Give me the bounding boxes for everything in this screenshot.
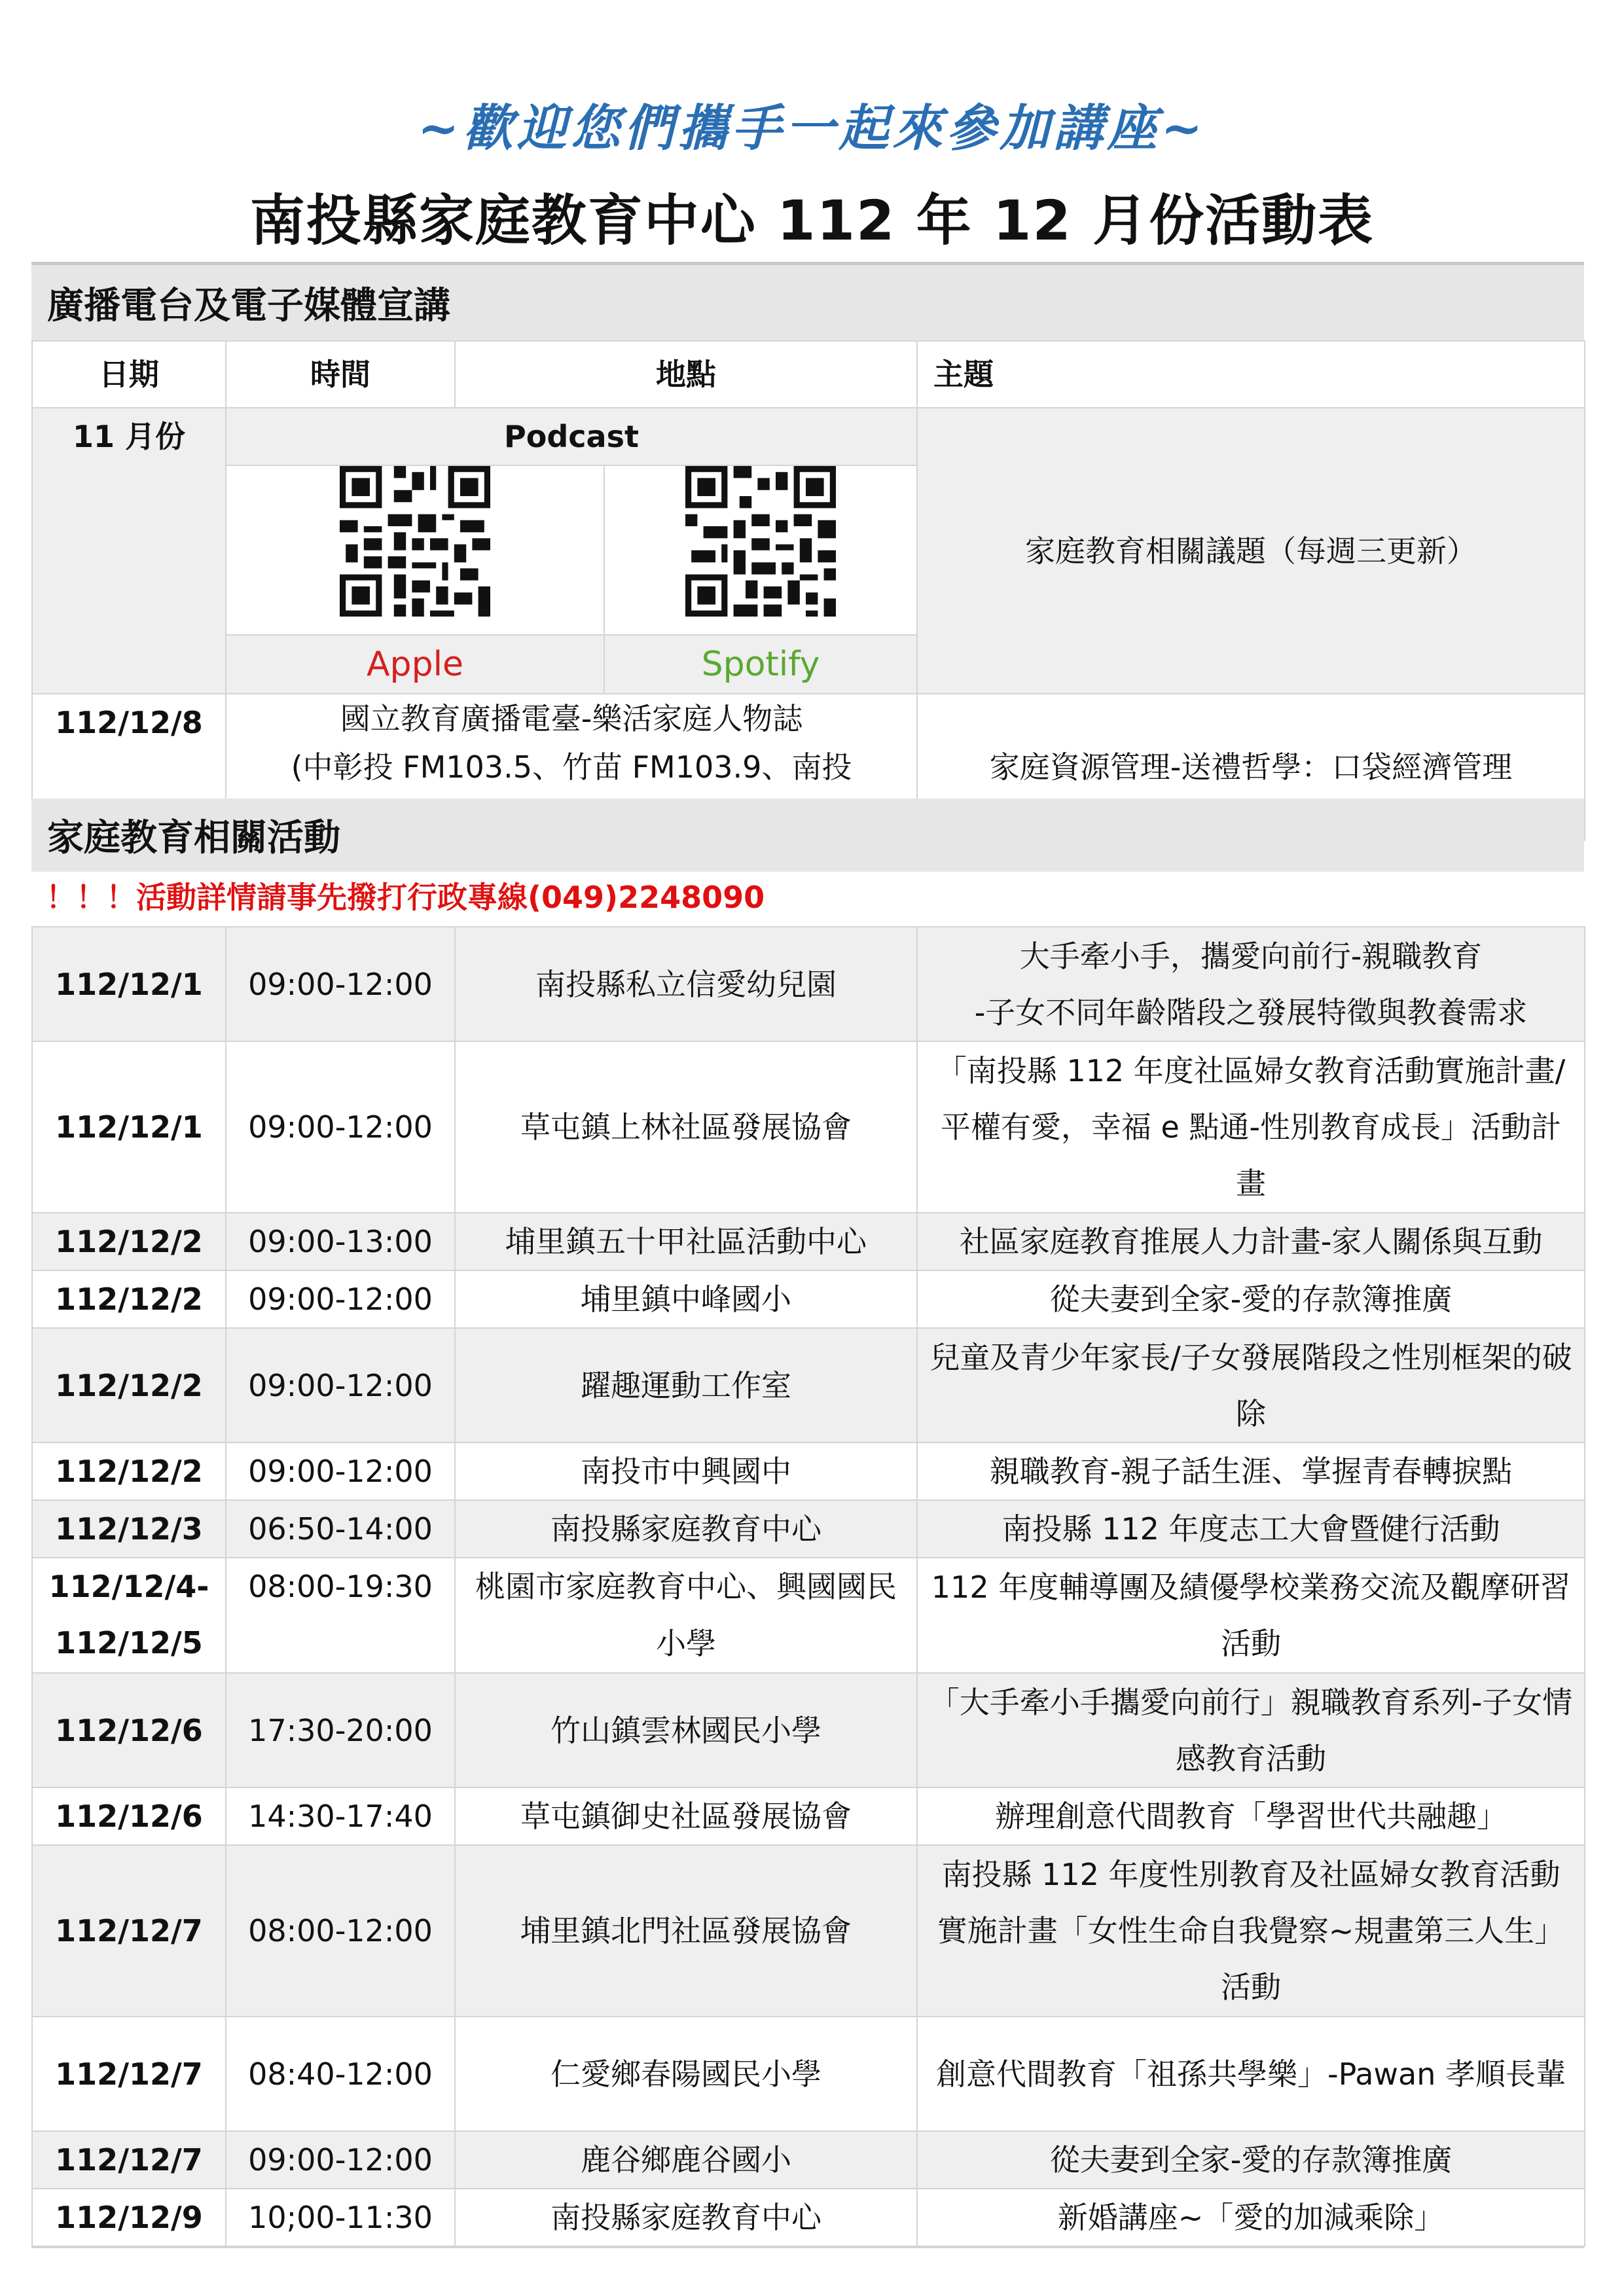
activity-date: 112/12/7 (32, 2017, 226, 2131)
activity-row (32, 1041, 1585, 1213)
bottom-divider (31, 2246, 1584, 2248)
activity-place: 竹山鎮雲林國民小學 (455, 1673, 917, 1787)
activity-time: 09:00-12:00 (226, 1041, 455, 1213)
activity-topic: 南投縣 112 年度性別教育及社區婦女教育活動實施計畫「女性生命自我覺察~規畫第三人生」活動 (917, 1845, 1585, 2017)
activity-time: 09:00-12:00 (226, 2131, 455, 2189)
activity-topic: 「南投縣 112 年度社區婦女教育活動實施計畫/平權有愛，幸福 e 點通-性別教育成長」活動計畫 (917, 1041, 1585, 1213)
activity-topic: 親職教育-親子話生涯、掌握青春轉捩點 (917, 1443, 1585, 1500)
apple-qr-code-icon[interactable] (340, 466, 490, 617)
activity-row (32, 1328, 1585, 1443)
contact-notice: ！！！活動詳情請事先撥打行政專線(049)2248090 (46, 880, 765, 915)
activity-row (32, 1443, 1585, 1500)
activity-place: 南投縣私立信愛幼兒園 (455, 927, 917, 1041)
col-place: 地點 (455, 341, 917, 408)
page-title: 南投縣家庭教育中心 112 年 12 月份活動表 (249, 188, 1375, 253)
podcast-label: Podcast (226, 408, 917, 465)
spotify-link[interactable] (604, 635, 917, 694)
activity-place: 埔里鎮北門社區發展協會 (455, 1845, 917, 2017)
activity-time: 09:00-12:00 (226, 927, 455, 1041)
activity-table (31, 926, 1585, 2247)
podcast-topic: 家庭教育相關議題（每週三更新） (917, 408, 1585, 694)
activity-date: 112/12/7 (32, 2131, 226, 2189)
activity-time: 08:00-19:30 (226, 1558, 455, 1673)
activity-row (32, 1673, 1585, 1787)
activity-row (32, 1787, 1585, 1845)
activity-date: 112/12/2 (32, 1328, 226, 1443)
col-topic: 主題 (917, 341, 1585, 408)
section-title-activities: 家庭教育相關活動 (31, 798, 1584, 872)
activity-topic: 112 年度輔導團及績優學校業務交流及觀摩研習活動 (917, 1558, 1585, 1673)
activity-topic: 「大手牽小手攜愛向前行」親職教育系列-子女情感教育活動 (917, 1673, 1585, 1787)
activity-row (32, 2017, 1585, 2131)
activity-time: 14:30-17:40 (226, 1787, 455, 1845)
activity-time: 09:00-12:00 (226, 1328, 455, 1443)
activity-topic: 兒童及青少年家長/子女發展階段之性別框架的破除 (917, 1328, 1585, 1443)
activity-date: 112/12/6 (32, 1787, 226, 1845)
activity-date: 112/12/1 (32, 927, 226, 1041)
activity-row (32, 1845, 1585, 2017)
radio-frequencies: (中彰投 FM103.5、竹苗 FM103.9、南投 (291, 749, 852, 785)
spotify-qr-code-icon[interactable] (685, 466, 836, 617)
activity-place: 草屯鎮上林社區發展協會 (455, 1041, 917, 1213)
activity-time: 09:00-12:00 (226, 1270, 455, 1328)
activity-place: 躍趣運動工作室 (455, 1328, 917, 1443)
radio-station: 國立教育廣播電臺-樂活家庭人物誌 (340, 701, 803, 736)
activity-date: 112/12/2 (32, 1213, 226, 1270)
activity-topic: 創意代間教育「祖孫共學樂」-Pawan 孝順長輩 (917, 2017, 1585, 2131)
activity-topic: 新婚講座~「愛的加減乘除」 (917, 2189, 1585, 2246)
activity-topic: 從夫妻到全家-愛的存款簿推廣 (917, 2131, 1585, 2189)
welcome-banner: ~歡迎您們攜手一起來參加講座~ (417, 99, 1207, 157)
activity-place: 仁愛鄉春陽國民小學 (455, 2017, 917, 2131)
activity-date: 112/12/1 (32, 1041, 226, 1213)
activity-time: 08:40-12:00 (226, 2017, 455, 2131)
podcast-date: 11 月份 (32, 408, 226, 694)
activity-date: 112/12/2 (32, 1270, 226, 1328)
activity-time: 06:50-14:00 (226, 1500, 455, 1558)
col-date: 日期 (32, 341, 226, 408)
activity-row (32, 1500, 1585, 1558)
activity-date: 112/12/9 (32, 2189, 226, 2246)
activity-topic: 大手牽小手，攜愛向前行-親職教育 -子女不同年齡階段之發展特徵與教養需求 (917, 927, 1585, 1041)
activity-time: 09:00-13:00 (226, 1213, 455, 1270)
spotify-qr-cell (604, 465, 917, 635)
activity-row (32, 2131, 1585, 2189)
activity-topic: 社區家庭教育推展人力計畫-家人關係與互動 (917, 1213, 1585, 1270)
radio-topic: 家庭資源管理-送禮哲學：口袋經濟管理 (917, 694, 1585, 840)
activity-place: 埔里鎮中峰國小 (455, 1270, 917, 1328)
activity-place: 南投縣家庭教育中心 (455, 2189, 917, 2246)
activity-place: 埔里鎮五十甲社區活動中心 (455, 1213, 917, 1270)
activity-row (32, 927, 1585, 1041)
media-table (31, 340, 1585, 841)
activity-topic: 辦理創意代間教育「學習世代共融趣」 (917, 1787, 1585, 1845)
activity-date: 112/12/7 (32, 1845, 226, 2017)
activity-row (32, 1270, 1585, 1328)
activity-place: 南投縣家庭教育中心 (455, 1500, 917, 1558)
activity-row (32, 1213, 1585, 1270)
activity-date: 112/12/6 (32, 1673, 226, 1787)
activity-time: 09:00-12:00 (226, 1443, 455, 1500)
activity-place: 桃園市家庭教育中心、興國國民小學 (455, 1558, 917, 1673)
activity-date: 112/12/4- 112/12/5 (32, 1558, 226, 1673)
apple-label[interactable]: Apple (366, 644, 464, 684)
activity-place: 鹿谷鄉鹿谷國小 (455, 2131, 917, 2189)
activity-topic: 南投縣 112 年度志工大會暨健行活動 (917, 1500, 1585, 1558)
activity-time: 10;00-11:30 (226, 2189, 455, 2246)
activity-place: 南投市中興國中 (455, 1443, 917, 1500)
section-title-media: 廣播電台及電子媒體宣講 (31, 265, 1584, 340)
activity-topic: 從夫妻到全家-愛的存款簿推廣 (917, 1270, 1585, 1328)
col-time: 時間 (226, 341, 455, 408)
apple-qr-cell (226, 465, 604, 635)
activity-date: 112/12/2 (32, 1443, 226, 1500)
apple-link[interactable] (226, 635, 604, 694)
activity-date: 112/12/3 (32, 1500, 226, 1558)
radio-date: 112/12/8 (32, 694, 226, 840)
spotify-label[interactable]: Spotify (701, 644, 820, 684)
activity-row (32, 2189, 1585, 2246)
activity-place: 草屯鎮御史社區發展協會 (455, 1787, 917, 1845)
activity-time: 08:00-12:00 (226, 1845, 455, 2017)
activity-time: 17:30-20:00 (226, 1673, 455, 1787)
activity-row (32, 1558, 1585, 1673)
